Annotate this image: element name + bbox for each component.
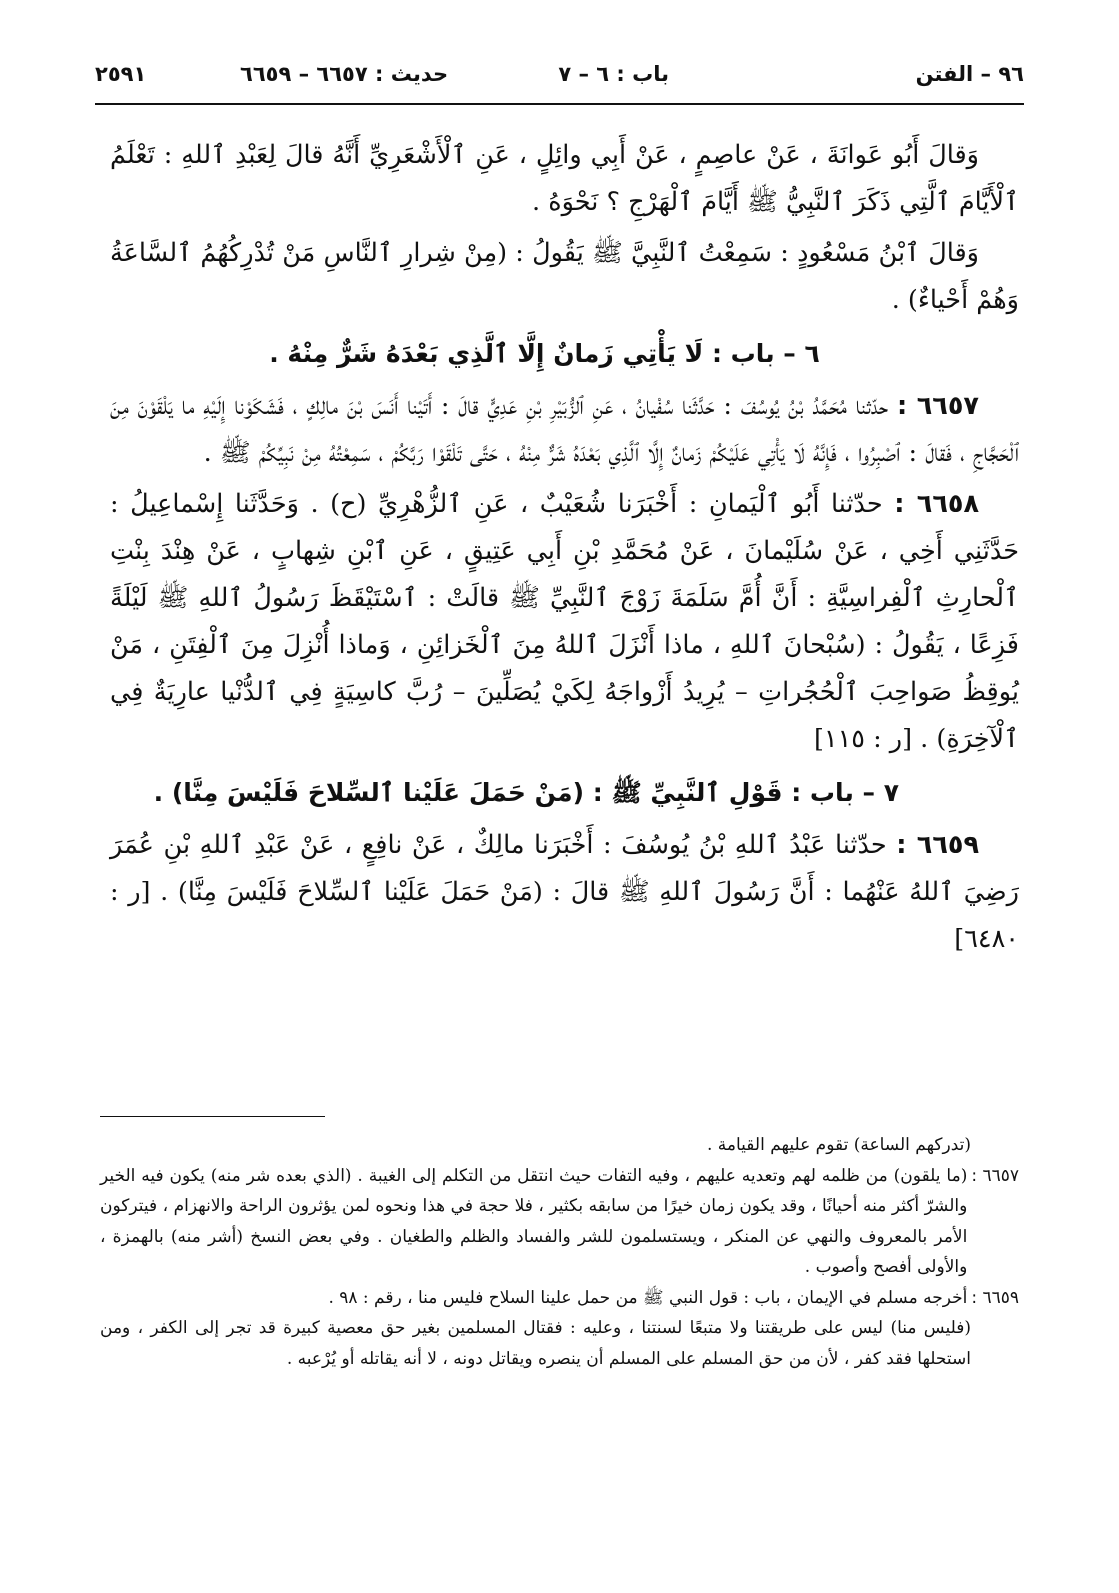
hadith-text: حدّثنا مُحَمَّدُ بْنُ يُوسُفَ : حَدَّثَنا سُفْيانُ ، عَنِ ٱلزُّبَيْرِ بْنِ عَدِيٍّ قالَ : أَتَيْنا أَنَسَ بْنَ مالِكٍ ، فَشَكَوْنا إِلَيْهِ ما يَلْقَوْنَ مِنَ ٱلْحَجَّاجِ ، فَقالَ : ٱصْبِرُوا ، فَإِنَّهُ لَا يَأْتِي عَلَيْكُمْ زَمانٌ إِلَّا ٱلَّذِي بَعْدَهُ شَرٌّ مِنْهُ ، حَتَّى تَلْقَوْا رَبَّكُمْ ، سَمِعْتُهُ مِنْ نَبِيِّكُمْ ﷺ . <box>110 391 1019 468</box>
main-text <box>110 132 1019 963</box>
hadith-number: ٦٦٥٨ : <box>894 489 980 519</box>
chapter-heading: ٦ – باب : لَا يَأْتِي زَمانٌ إِلَّا ٱلَّذِي بَعْدَهُ شَرٌّ مِنْهُ . <box>269 339 820 368</box>
header-rule <box>95 103 1024 105</box>
running-header <box>95 62 1024 102</box>
hadith-number: ٦٦٥٧ : <box>897 391 979 421</box>
page-number: ٢٥٩١ <box>95 62 147 86</box>
footnote-number: ٦٦٥٩ : <box>971 1287 1019 1308</box>
hadith-text: حدّثنا عَبْدُ ٱللهِ بْنُ يُوسُفَ : أَخْبَرَنا مالِكٌ ، عَنْ نافِعٍ ، عَنْ عَبْدِ ٱللهِ بْنِ عُمَرَ رَضِيَ ٱللهُ عَنْهُما : أَنَّ رَسُولَ ٱللهِ ﷺ قالَ : (مَنْ حَمَلَ عَلَيْنا ٱلسِّلاحَ فَلَيْسَ مِنَّا) . [ر : ٦٤٨٠] <box>110 830 1019 954</box>
footnote-number: ٦٦٥٧ : <box>971 1165 1019 1186</box>
footnote-separator <box>100 1116 325 1117</box>
intro-paragraph: وَقالَ ٱبْنُ مَسْعُودٍ : سَمِعْتُ ٱلنَّبِيَّ ﷺ يَقُولُ : (مِنْ شِرارِ ٱلنَّاسِ مَنْ تُدْرِكُهُمُ ٱلسَّاعَةُ وَهُمْ أَحْياءٌ) . <box>110 238 1019 315</box>
hadith-text: حدّثنا أَبُو ٱلْيَمانِ : أَخْبَرَنا شُعَيْبٌ ، عَنِ ٱلزُّهْرِيِّ (ح) . وَحَدَّثَنا إِسْماعِيلُ : حَدَّثَنِي أَخِي ، عَنْ سُلَيْمانَ ، عَنْ مُحَمَّدِ بْنِ أَبِي عَتِيقٍ ، عَنِ ٱبْنِ شِهابٍ ، عَنْ هِنْدَ بِنْتِ ٱلْحارِثِ ٱلْفِراسِيَّةِ : أَنَّ أُمَّ سَلَمَةَ زَوْجَ ٱلنَّبِيِّ ﷺ قالَتْ : ٱسْتَيْقَظَ رَسُولُ ٱللهِ ﷺ لَيْلَةً فَزِعًا ، يَقُولُ : (سُبْحانَ ٱللهِ ، ماذا أَنْزَلَ ٱللهُ مِنَ ٱلْخَزائِنِ ، وَماذا أُنْزِلَ مِنَ ٱلْفِتَنِ ، مَنْ يُوقِظُ صَواحِبَ ٱلْحُجُراتِ – يُرِيدُ أَزْواجَهُ لِكَيْ يُصَلِّينَ – رُبَّ كاسِيَةٍ فِي ٱلدُّنْيا عارِيَةٌ فِي ٱلْآخِرَةِ) . [ر : ١١٥] <box>110 489 1019 754</box>
footnote-text: (فليس منا) ليس على طريقتنا ولا متبعًا لسنتنا ، وعليه : فقتال المسلمين بغير حق معصية كبيرة قد تجر إلى الكفر ، ومن استحلها فقد كفر ، لأن من حق المسلم على المسلم أن ينصره ويقاتل دونه ، لا أنه يقاتله أو يُرْعبه . <box>100 1318 971 1369</box>
footnotes <box>100 1130 1019 1374</box>
footnote-text: (تدركهم الساعة) تقوم عليهم القيامة . <box>706 1135 971 1155</box>
chapter-heading: ٧ – باب : قَوْلِ ٱلنَّبِيِّ ﷺ : (مَنْ حَمَلَ عَلَيْنا ٱلسِّلاحَ فَلَيْسَ مِنَّا) . <box>153 778 899 807</box>
footnote-text: أخرجه مسلم في الإيمان ، باب : قول النبي ﷺ من حمل علينا السلاح فليس منا ، رقم : ٩٨ . <box>328 1287 968 1308</box>
footnote-item <box>100 1161 1019 1283</box>
hadith-number: ٦٦٥٩ : <box>896 830 980 860</box>
footnote-item <box>100 1283 1019 1314</box>
hadith-paragraph <box>110 481 1019 763</box>
intro-paragraph: وَقالَ أَبُو عَوانَةَ ، عَنْ عاصِمٍ ، عَنْ أَبِي وائِلٍ ، عَنِ ٱلْأَشْعَرِيِّ أَنَّهُ قالَ لِعَبْدِ ٱللهِ : تَعْلَمُ ٱلْأَيَّامَ ٱلَّتِي ذَكَرَ ٱلنَّبِيُّ ﷺ أَيَّامَ ٱلْهَرْجِ ؟ نَحْوَهُ . <box>110 140 1019 217</box>
hadith-paragraph <box>110 822 1019 963</box>
book-title: ٩٦ – الفتن <box>915 62 1024 86</box>
hadith-range: حديث : ٦٦٥٧ – ٦٦٥٩ <box>240 62 449 86</box>
hadith-paragraph <box>110 383 1019 477</box>
footnote-text: (ما يلقون) من ظلمه لهم وتعديه عليهم ، وفيه التفات حيث انتقل من التكلم إلى الغيبة . (الذي بعده شر منه) يكون فيه الخير والشرّ أكثر منه أحيانًا ، وقد يكون زمان خيرًا من سابقه بكثير ، فلا حجة في هذا ونحوه لمن يؤثرون الراحة والانهزام ، فيتركون الأمر بالمعروف والنهي عن المنكر ، ويستسلمون للشر والفساد والظلم والطغيان . وفي بعض النسخ (أشر منه) بالهمزة ، والأولى أفصح وأصوب . <box>100 1165 968 1277</box>
chapter-range: باب : ٦ – ٧ <box>558 62 669 86</box>
